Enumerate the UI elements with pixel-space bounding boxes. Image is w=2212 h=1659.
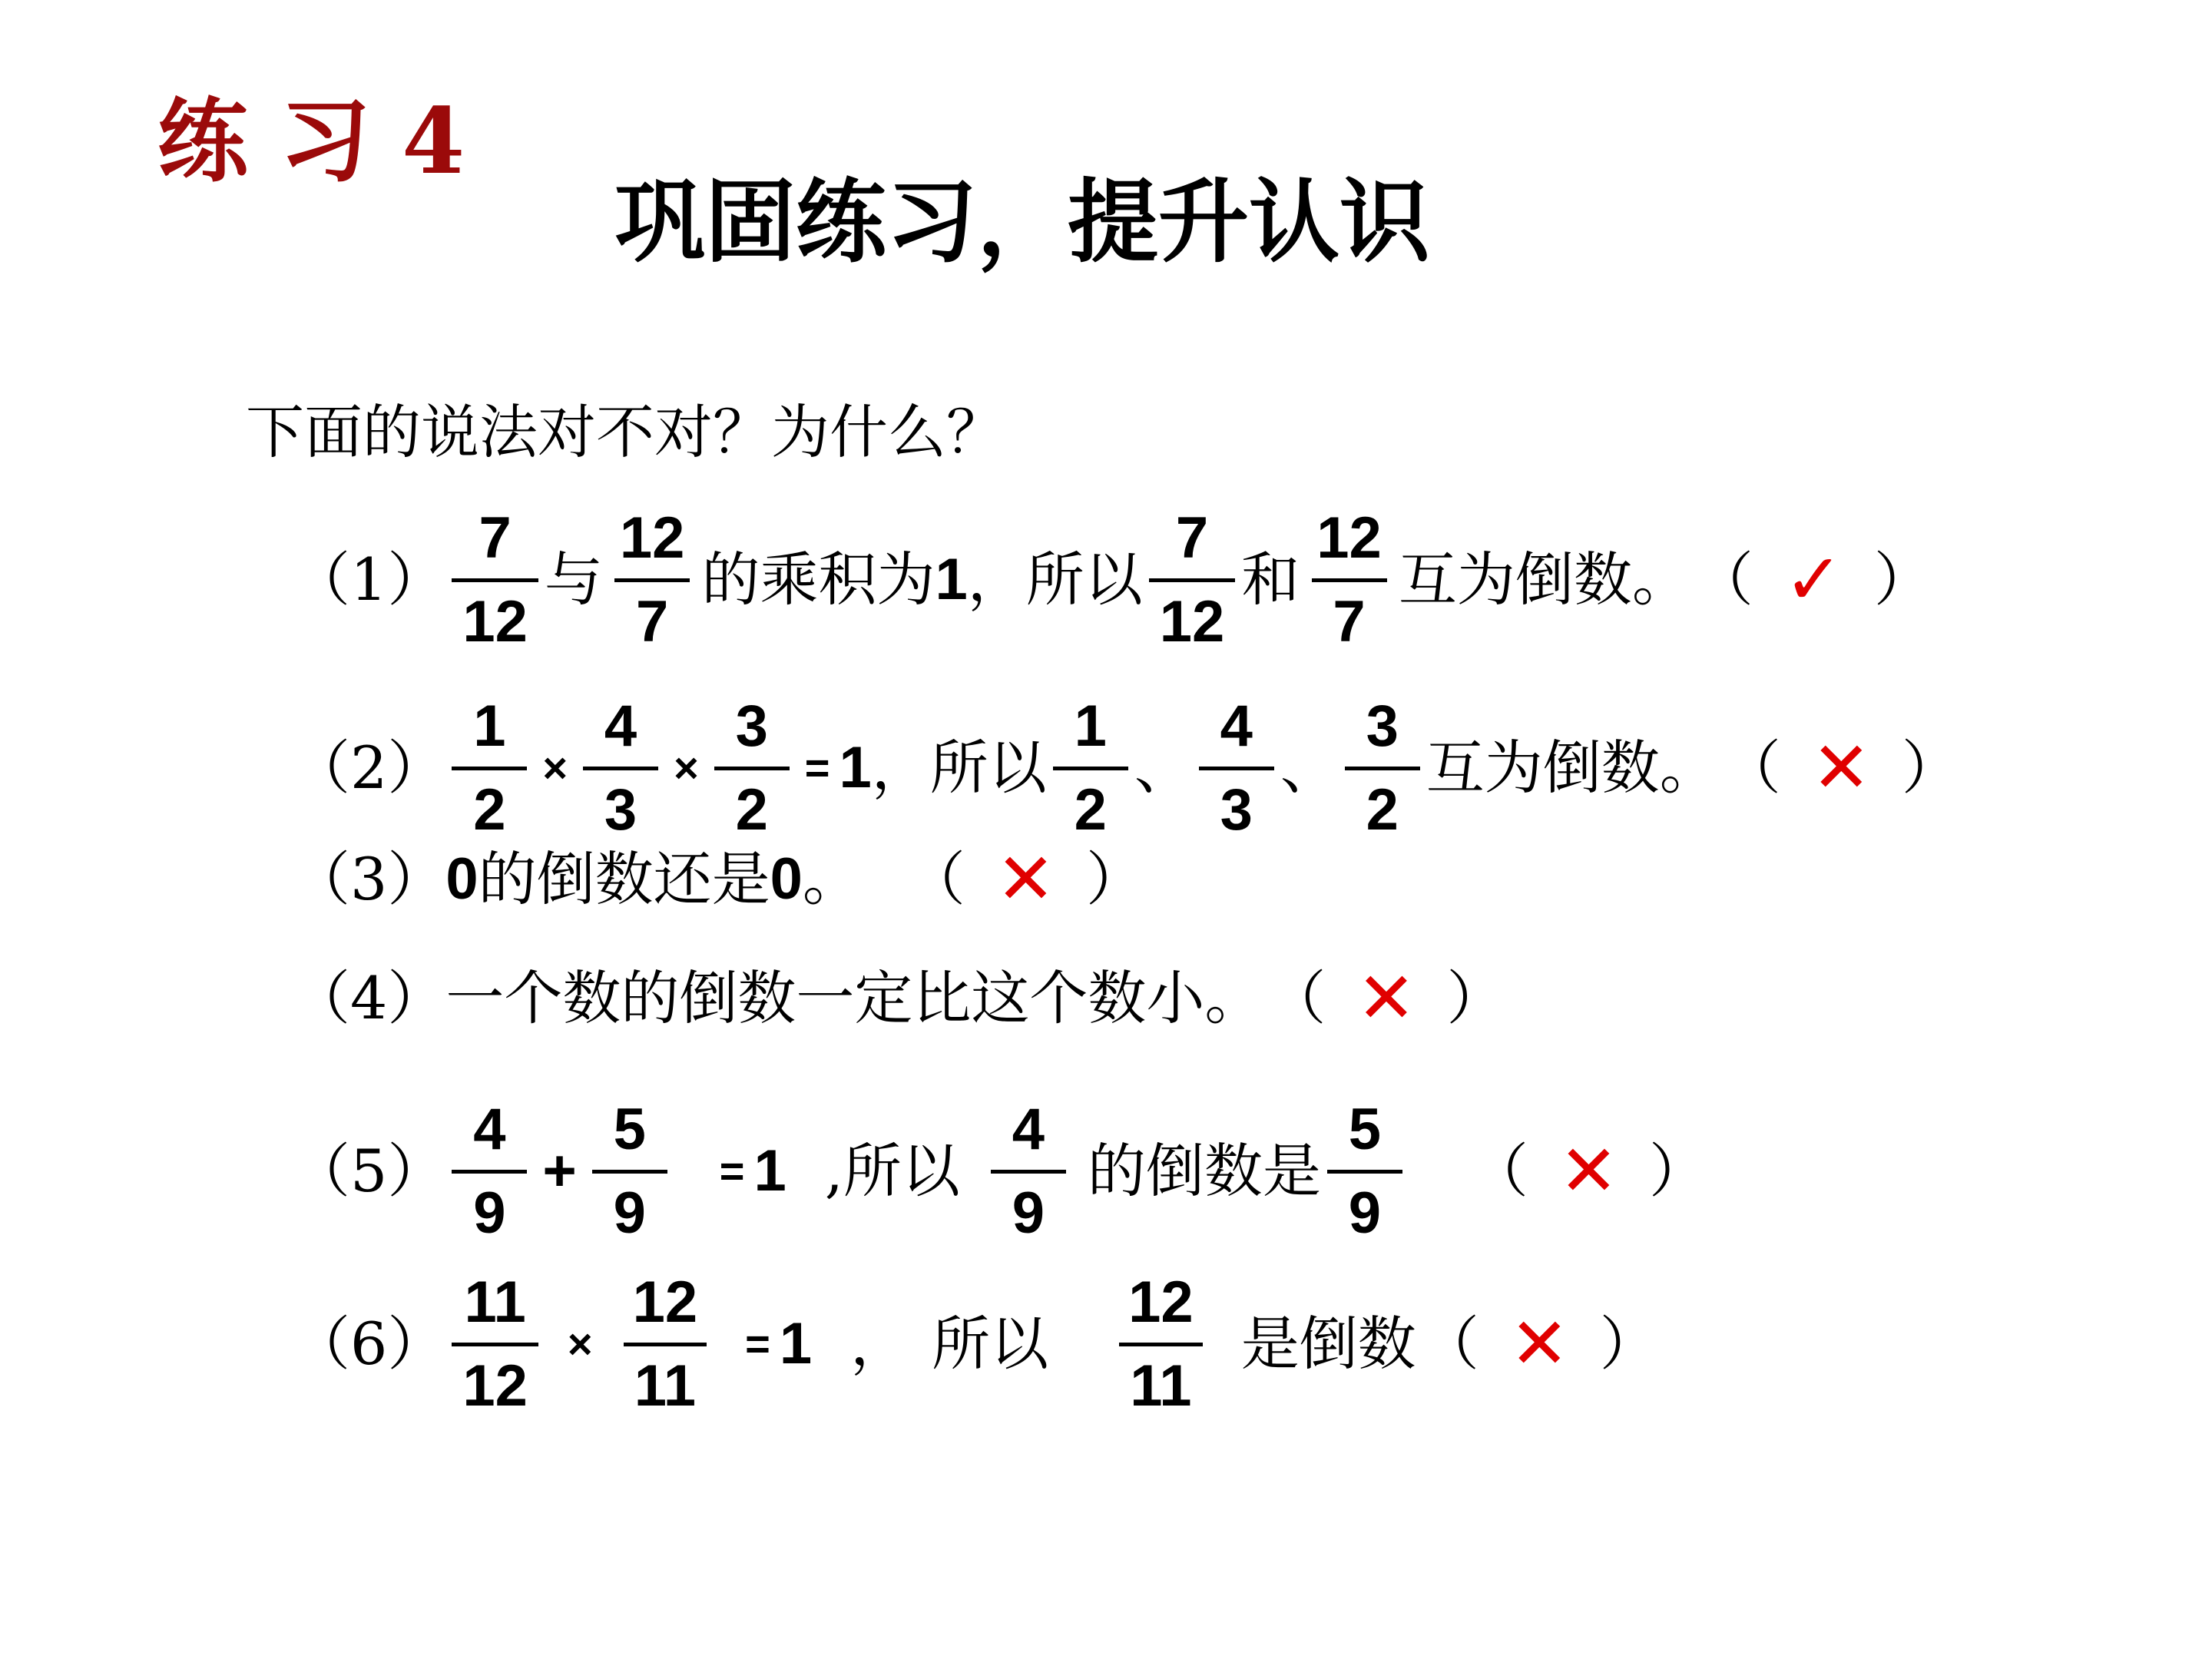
numerator: 7 xyxy=(478,505,512,571)
text: 互为倒数。 xyxy=(1398,545,1690,614)
denominator: 12 xyxy=(452,578,538,651)
plus-sign: + xyxy=(542,1138,577,1204)
equals-sign: = xyxy=(804,743,830,792)
answer-close-paren: ） xyxy=(1873,545,1932,614)
fraction xyxy=(609,505,696,654)
text: 的倒数是 xyxy=(1087,1137,1321,1205)
statement-1 xyxy=(292,492,1937,668)
number: 0 xyxy=(445,846,478,912)
denominator: 9 xyxy=(991,1170,1066,1243)
text: ， xyxy=(850,1310,909,1378)
denominator: 2 xyxy=(1053,767,1128,839)
answer-close-paren: ） xyxy=(1446,964,1505,1032)
times-sign: × xyxy=(567,1320,593,1368)
denominator: 11 xyxy=(624,1343,707,1416)
denominator: 9 xyxy=(592,1170,667,1243)
number: 1 xyxy=(839,735,872,800)
numerator: 4 xyxy=(1220,693,1253,759)
text: 的乘积为 xyxy=(701,545,935,614)
fraction xyxy=(452,1096,527,1246)
text: ，所以 xyxy=(871,733,1047,802)
fraction xyxy=(1327,1096,1402,1246)
answer-close-paren: ） xyxy=(1649,1137,1707,1205)
denominator: 12 xyxy=(452,1343,538,1416)
answer-open-paren: （ xyxy=(1722,733,1781,802)
statement-6 xyxy=(292,1256,1663,1432)
text: 的倒数还是 xyxy=(478,845,770,913)
cross-icon: ✕ xyxy=(1356,957,1416,1039)
times-sign: × xyxy=(674,743,699,792)
denominator: 2 xyxy=(452,767,527,839)
numerator: 4 xyxy=(604,693,637,759)
question-prompt: 下面的说法对不对？为什么？ xyxy=(246,398,1005,466)
fraction xyxy=(452,1269,538,1419)
item-label: （3） xyxy=(292,845,446,913)
number: 1 xyxy=(935,547,968,612)
text: 是倒数 xyxy=(1240,1310,1416,1378)
cross-icon: ✕ xyxy=(1509,1303,1569,1385)
denominator: 2 xyxy=(1345,767,1420,839)
answer-open-paren: （ xyxy=(906,845,965,913)
text: 互为倒数。 xyxy=(1426,733,1718,802)
text: ,所以 xyxy=(824,1137,960,1205)
numerator: 5 xyxy=(1348,1096,1382,1162)
denominator: 7 xyxy=(614,578,690,651)
text: 与 xyxy=(544,545,603,614)
fraction xyxy=(991,1096,1066,1246)
item-label: （5） xyxy=(292,1137,446,1205)
fraction xyxy=(592,1096,667,1246)
times-sign: × xyxy=(542,743,568,792)
item-label: （2） xyxy=(292,733,446,802)
number: 1 xyxy=(753,1138,786,1204)
numerator: 1 xyxy=(473,693,506,759)
separator: 、 xyxy=(1280,733,1339,802)
numerator: 3 xyxy=(735,693,768,759)
fraction xyxy=(1118,1269,1204,1419)
text: ，所以 xyxy=(967,545,1143,614)
fraction xyxy=(1053,693,1128,843)
numerator: 12 xyxy=(1128,1269,1194,1335)
answer-open-paren: （ xyxy=(1469,1137,1528,1205)
answer-close-paren: ） xyxy=(1901,733,1960,802)
fraction xyxy=(583,693,658,843)
page-title: 巩固练习，提升认识 xyxy=(614,168,1431,275)
separator: 、 xyxy=(1134,733,1193,802)
denominator: 3 xyxy=(583,767,658,839)
denominator: 3 xyxy=(1199,767,1274,839)
fraction xyxy=(1199,693,1274,843)
answer-close-paren: ） xyxy=(1599,1310,1658,1378)
item-label: （6） xyxy=(292,1310,446,1378)
fraction xyxy=(1345,693,1420,843)
fraction xyxy=(452,693,527,843)
numerator: 4 xyxy=(1012,1096,1045,1162)
denominator: 12 xyxy=(1149,578,1236,651)
answer-open-paren: （ xyxy=(1267,964,1326,1032)
numerator: 12 xyxy=(632,1269,698,1335)
text: 一个数的倒数一定比这个数小。 xyxy=(445,964,1263,1032)
answer-open-paren: （ xyxy=(1420,1310,1479,1378)
numerator: 1 xyxy=(1074,693,1107,759)
text: 和 xyxy=(1241,545,1300,614)
item-label: （4） xyxy=(292,964,446,1032)
numerator: 11 xyxy=(464,1269,526,1335)
numerator: 12 xyxy=(1316,505,1382,571)
statement-5 xyxy=(292,1083,1712,1260)
fraction xyxy=(714,693,790,843)
denominator: 9 xyxy=(452,1170,527,1243)
denominator: 7 xyxy=(1312,578,1387,651)
numerator: 3 xyxy=(1366,693,1399,759)
cross-icon: ✕ xyxy=(995,838,1056,920)
text: 所以 xyxy=(932,1310,1049,1378)
denominator: 9 xyxy=(1327,1170,1402,1243)
item-label: （1） xyxy=(292,545,446,614)
fraction xyxy=(452,505,538,654)
denominator: 11 xyxy=(1119,1343,1202,1416)
cross-icon: ✕ xyxy=(1811,727,1871,809)
cross-icon: ✕ xyxy=(1558,1130,1618,1212)
numerator: 4 xyxy=(473,1096,506,1162)
numerator: 12 xyxy=(619,505,685,571)
numerator: 7 xyxy=(1175,505,1209,571)
statement-4 xyxy=(292,941,1509,1056)
answer-open-paren: （ xyxy=(1694,545,1753,614)
number: 0 xyxy=(770,846,803,912)
checkmark-icon: ✓ xyxy=(1783,538,1843,621)
fraction xyxy=(1149,505,1236,654)
answer-close-paren: ） xyxy=(1086,845,1145,913)
equals-sign: = xyxy=(745,1320,770,1368)
fraction xyxy=(1306,505,1392,654)
number: 1 xyxy=(779,1311,813,1376)
exercise-tag: 练 习 4 xyxy=(157,88,465,194)
fraction xyxy=(622,1269,709,1419)
statement-3 xyxy=(292,822,1149,937)
numerator: 5 xyxy=(613,1096,646,1162)
equals-sign: = xyxy=(719,1147,745,1195)
denominator: 2 xyxy=(714,767,790,839)
text: 。 xyxy=(802,845,861,913)
